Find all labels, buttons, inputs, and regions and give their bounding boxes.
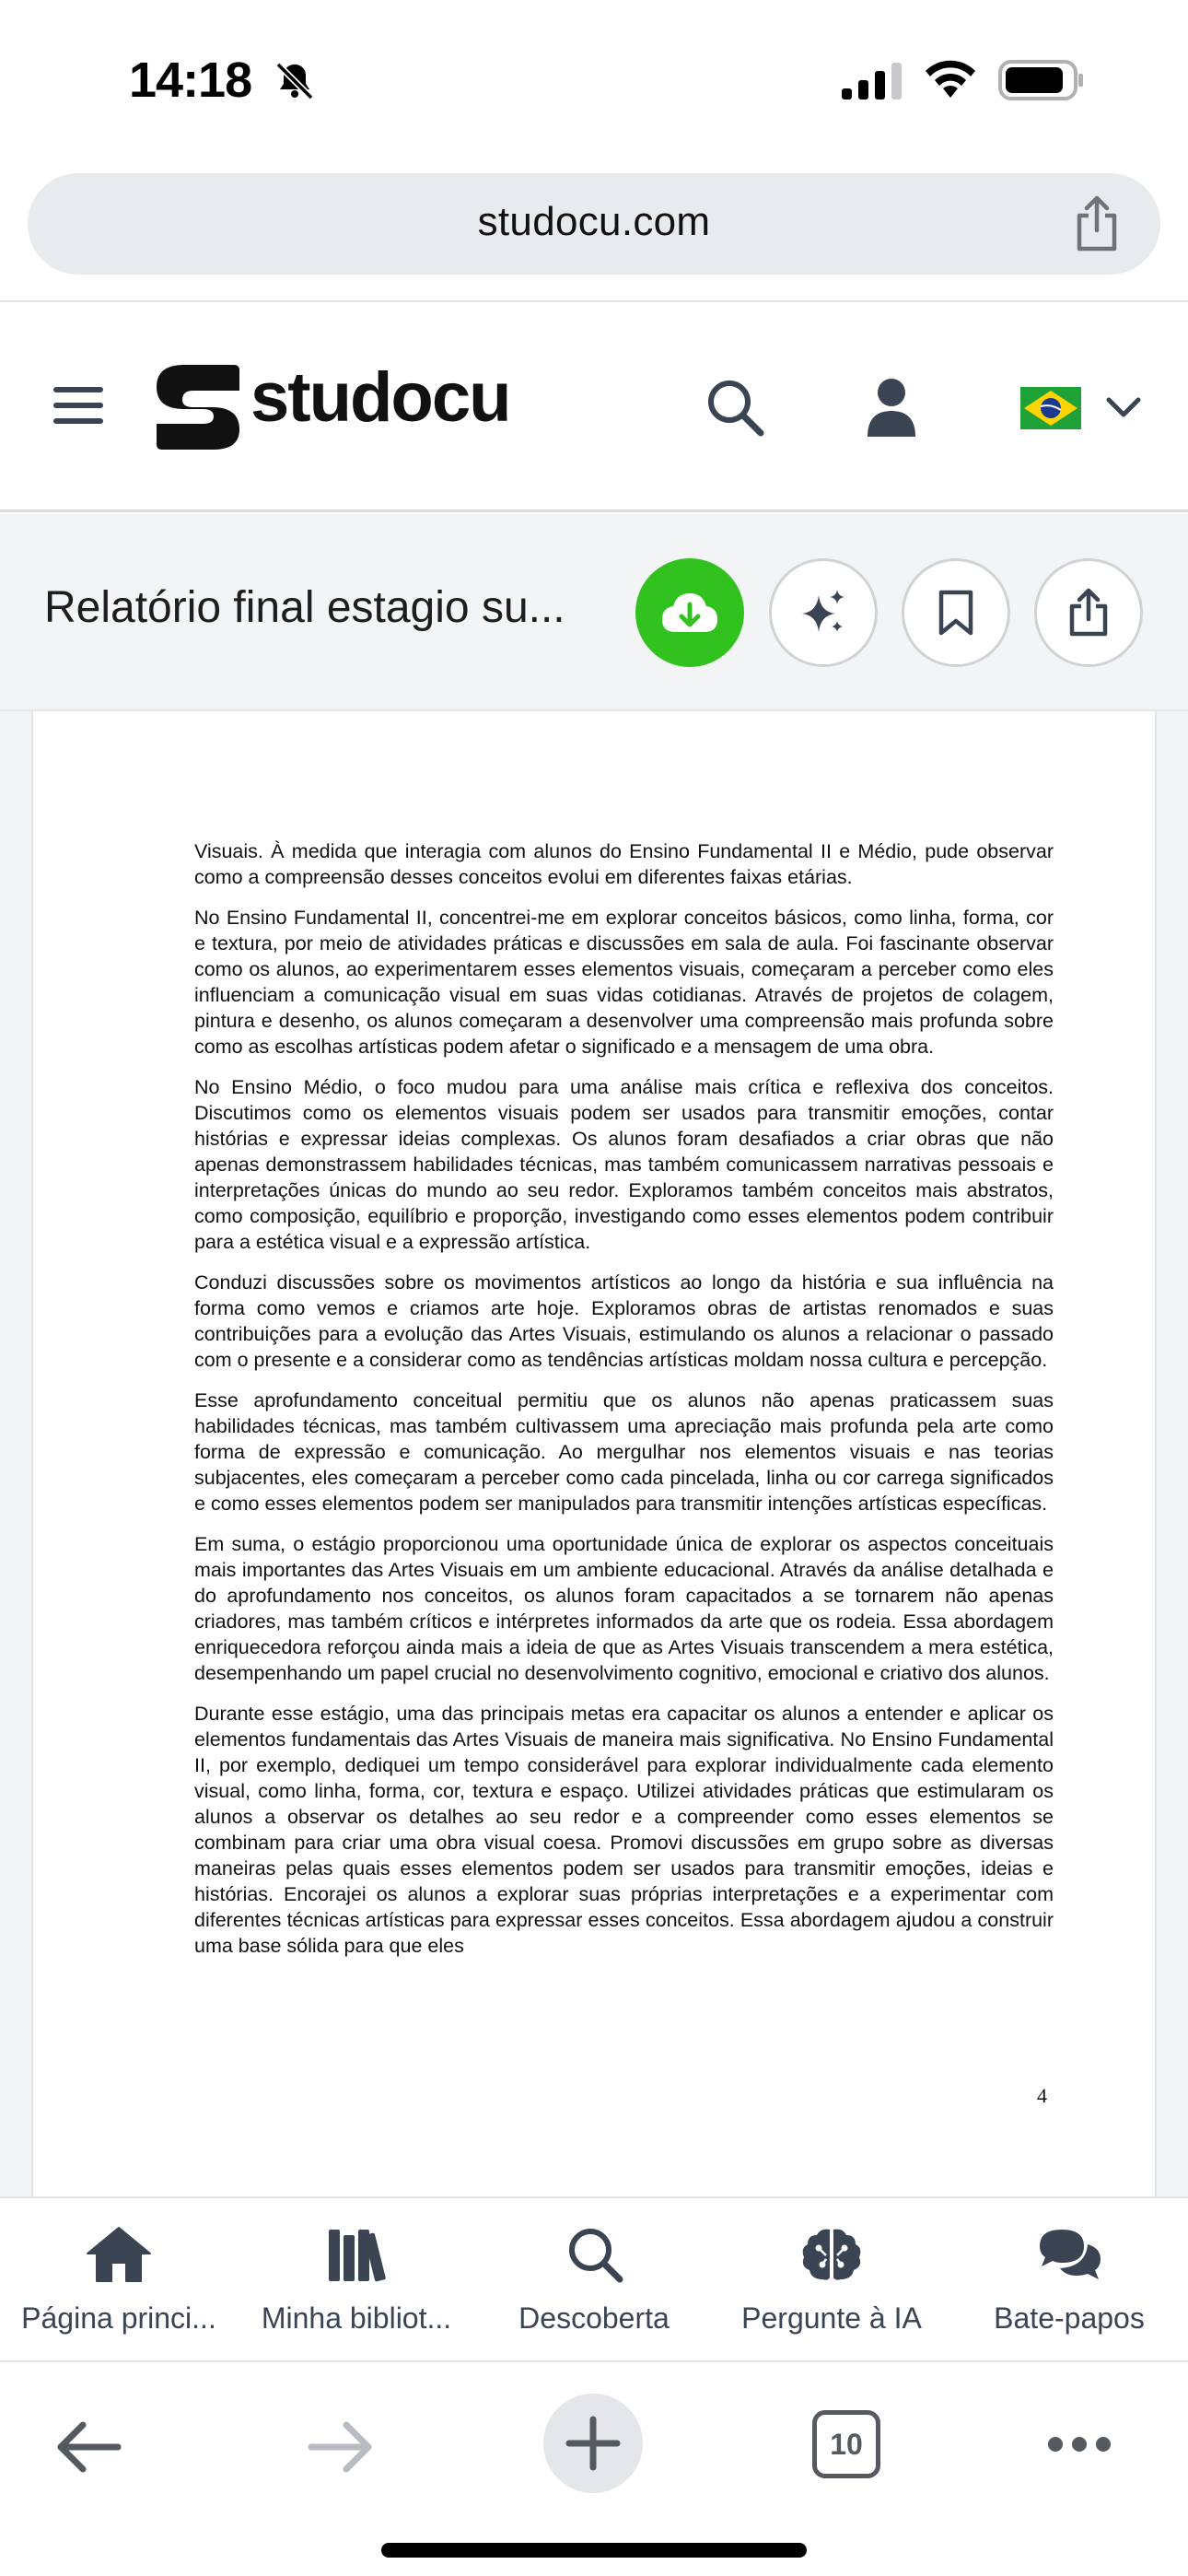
nav-library[interactable]	[238, 2226, 475, 2346]
paragraph: No Ensino Médio, o foco mudou para uma análise mais crítica e reflexiva dos conceitos. Discutimos como os elementos visuais podem ser usados para transmitir emoções, contar histórias e expressar ideias complexas. Os alunos foram desafiados a criar obras que não apenas demonstrassem habilidades técnicas, mas também comunicassem narrativas pessoais e interpretações únicas do mundo ao seu redor. Exploramos também conceitos mais abstratos, como composição, equilíbrio e proporção, investigando como esses elementos podem contribuir para a estética visual e a expressão artística.	[194, 1076, 1054, 1253]
nav-chats-label: Bate-papos	[994, 2301, 1145, 2335]
cloud-download-icon	[660, 590, 719, 636]
chat-bubbles-icon	[1036, 2226, 1102, 2283]
back-arrow-icon[interactable]	[53, 2419, 122, 2475]
brain-icon	[798, 2226, 865, 2283]
nav-home-label: Página princi...	[21, 2301, 216, 2335]
more-options-icon[interactable]	[1046, 2434, 1112, 2454]
new-tab-button[interactable]	[543, 2394, 643, 2493]
battery-icon	[998, 59, 1085, 101]
bookmark-icon	[938, 590, 974, 636]
bell-slash-icon	[273, 59, 317, 103]
document-viewer[interactable]	[0, 711, 1188, 2196]
chevron-down-icon[interactable]	[1105, 394, 1142, 422]
document-title: Relatório final estagio su...	[44, 583, 565, 632]
page-number: 4	[1037, 2084, 1047, 2107]
status-time: 14:18	[129, 53, 252, 108]
sparkles-icon	[798, 588, 848, 638]
site-header	[0, 302, 1188, 512]
paragraph: Em suma, o estágio proporcionou uma oportunidade única de explorar os aspectos conceituais mais importantes das Artes Visuais em um ambiente educacional. Através da análise detalhada e do aprofundamento nos conceitos, os alunos foram capacitados a se tornarem não apenas criadores, mas também críticos e intérpretes informados da arte que os rodeia. Essa abordagem enriquecedora reforçou ainda mais a ideia de que as Artes Visuais transcendem a mera estética, desempenhando um papel crucial no desenvolvimento cognitivo, emocional e criativo dos alunos.	[194, 1533, 1054, 1684]
nav-library-label: Minha bibliot...	[261, 2301, 452, 2335]
studocu-logo-text[interactable]: studocu	[250, 358, 510, 437]
document-body	[194, 838, 1054, 1973]
search-icon	[561, 2226, 627, 2283]
share-icon	[1066, 588, 1111, 638]
search-icon[interactable]	[705, 378, 764, 437]
nav-discover-label: Descoberta	[518, 2301, 670, 2335]
brazil-flag-icon[interactable]	[1020, 387, 1081, 429]
paragraph: Durante esse estágio, uma das principais metas era capacitar os alunos a entender e aplicar os elementos fundamentais das Artes Visuais de maneira mais significativa. No Ensino Fundamental II, por exemplo, dediquei um tempo considerável para explorar individualmente cada elemento visual, como linha, forma, cor, textura e espaço. Utilizei atividades práticas que estimularam os alunos a observar os detalhes ao seu redor e a compreender como esses elementos se combinam para criar uma obra visual coesa. Promovi discussões em grupo sobre as diversas maneiras pelas quais esses elementos podem ser usados para transmitir emoções, ideias e histórias. Encorajei os alunos a explorar suas próprias interpretações e a experimentar com diferentes técnicas artísticas para expressar esses conceitos. Essa abordagem ajudou a construir uma base sólida para que eles	[194, 1703, 1054, 1957]
plus-icon	[565, 2416, 621, 2471]
nav-home[interactable]	[0, 2226, 238, 2346]
document-toolbar	[0, 514, 1188, 711]
address-bar[interactable]	[28, 173, 1160, 275]
paragraph: Visuais. À medida que interagia com alunos do Ensino Fundamental II e Médio, pude observar como a compreensão desses conceitos evolui em diferentes faixas etárias.	[194, 840, 1054, 888]
paragraph: Conduzi discussões sobre os movimentos artísticos ao longo da história e sua influência na forma como vemos e criamos arte hoje. Exploramos obras de artistas renomados e suas contribuições para a evolução das Artes Visuais, estimulando os alunos a relacionar o passado com o presente e a considerar como as tendências artísticas moldam nossa cultura e percepção.	[194, 1271, 1054, 1371]
url-text[interactable]: studocu.com	[477, 199, 711, 244]
nav-chats[interactable]	[950, 2226, 1188, 2346]
ai-sparkle-button[interactable]	[769, 558, 878, 667]
hamburger-menu-icon[interactable]	[53, 385, 103, 426]
document-page	[31, 711, 1157, 2196]
status-bar	[0, 0, 1188, 161]
paragraph: Esse aprofundamento conceitual permitiu que os alunos não apenas praticassem suas habilidades técnicas, mas também cultivassem uma apreciação mais profunda pela arte como forma de expressão e comunicação. Ao mergulhar nos elementos visuais e nas teorias subjacentes, eles começaram a perceber como cada pincelada, linha ou cor carrega significados e como esses elementos podem ser manipulados para transmitir intenções artísticas específicas.	[194, 1389, 1054, 1515]
bookmark-button[interactable]	[902, 558, 1010, 667]
forward-arrow-icon[interactable]	[308, 2419, 376, 2475]
nav-ask-ai-label: Pergunte à IA	[741, 2301, 922, 2335]
document-share-button[interactable]	[1034, 558, 1143, 667]
paragraph: No Ensino Fundamental II, concentrei-me em explorar conceitos básicos, como linha, forma, cor e textura, por meio de atividades práticas e discussões em sala de aula. Foi fascinante observar como os alunos, ao experimentarem esses elementos visuais, começaram a perceber como eles influenciam a comunicação visual em suas vidas cotidianas. Através de projetos de colagem, pintura e desenho, os alunos começaram a desenvolver uma compreensão mais profunda sobre como as escolhas artísticas podem afetar o significado e a mensagem de uma obra.	[194, 907, 1054, 1058]
download-button[interactable]	[635, 558, 744, 667]
tabs-button[interactable]: 10	[812, 2410, 880, 2478]
studocu-logo-icon[interactable]	[157, 365, 239, 450]
home-icon	[86, 2226, 152, 2283]
share-icon[interactable]	[1070, 195, 1124, 252]
wifi-icon	[923, 57, 978, 101]
browser-toolbar	[0, 2364, 1188, 2576]
cellular-signal-icon	[840, 61, 904, 101]
user-icon[interactable]	[866, 378, 917, 437]
books-icon	[323, 2226, 390, 2283]
nav-discover[interactable]	[475, 2226, 713, 2346]
bottom-navigation	[0, 2196, 1188, 2362]
nav-ask-ai[interactable]	[713, 2226, 950, 2346]
home-indicator	[381, 2543, 807, 2558]
